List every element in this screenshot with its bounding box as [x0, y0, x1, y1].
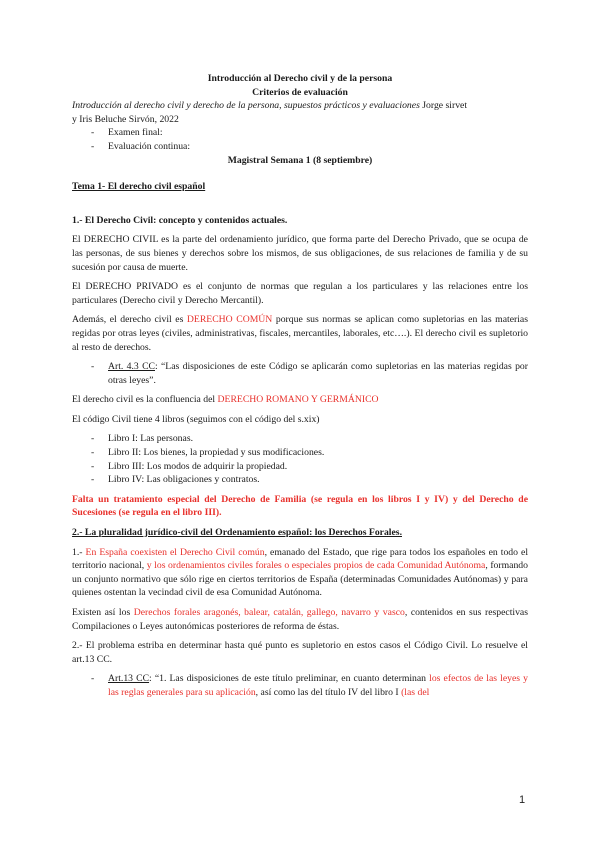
week-title: Magistral Semana 1 (8 septiembre)	[227, 154, 373, 166]
paragraph: El código Civil tiene 4 libros (seguimos con el código del s.xix)	[72, 413, 320, 425]
highlight-text: DERECHO COMÚN	[186, 314, 273, 326]
text-run: : “Las disposiciones de este Código se aplicarán como supletorias en las materias regidas por otras leyes”.	[108, 361, 528, 386]
list-item: - Examen final:	[72, 126, 528, 140]
highlight-text: (las del	[401, 686, 430, 698]
text-run: , emanado del Estado, que rige para todos los españoles en todo el territorio nacional,	[72, 546, 529, 572]
evaluation-list	[72, 126, 528, 153]
highlight-text: los efectos de las leyes y las reglas generales para su aplicación	[108, 673, 529, 698]
paragraph	[72, 546, 528, 600]
article-ref: Art. 4.3 CC	[108, 361, 155, 373]
highlight-text: Derechos forales aragonés, balear, catalán, gallego, navarro y vasco	[133, 607, 405, 618]
paragraph: El DERECHO CIVIL es la parte del ordenamiento jurídico, que forma parte del Derecho Privado, que se ocupa de las personas, de sus bienes y derechos sobre los mismos, de sus obligaciones, de sus relaciones de familia y de su sucesión por causa de muerte.	[72, 234, 528, 273]
page-content	[72, 72, 528, 706]
highlight-text: En España coexisten el Derecho Civil común	[85, 546, 265, 558]
list-item: - Libro I: Las personas.	[72, 432, 528, 446]
books-list	[72, 432, 528, 486]
document-title: Introducción al Derecho civil y de la persona	[207, 73, 393, 84]
page-number: 1	[519, 794, 526, 806]
text-run: , formando un conjunto normativo que sólo rige en ciertos territorios de España (determinadas Comunidades Autónomas) y para quienes ostentan la vecindad civil de esa Comunidad Autónoma.	[72, 560, 528, 599]
text-run: porque sus normas se aplican como supletorias en las materias regidas por otras leyes (civiles, administrativas, fiscales, mercantiles, laborales, etc….). El derecho civil es supletorio al resto de derechos.	[72, 314, 528, 353]
text-run: , contenidos en sus respectivas Compilaciones o Leyes autonómicas posteriores de reforma de éstas.	[72, 607, 529, 632]
reference-authors-line2: y Iris Beluche Sirvón, 2022	[72, 113, 179, 125]
list-item: - Libro III: Los modos de adquirir la propiedad.	[72, 460, 528, 474]
article-ref: Art.13 CC	[108, 673, 150, 685]
paragraph	[72, 393, 528, 407]
document-subtitle: Criterios de evaluación	[252, 86, 348, 98]
tema-title: Tema 1- El derecho civil español	[72, 181, 206, 193]
list-item: - Libro IV: Las obligaciones y contratos.	[72, 473, 528, 487]
paragraph	[72, 313, 528, 354]
text-run: , así como las del título IV del libro I	[255, 686, 402, 698]
text-run: El derecho civil es la confluencia del	[72, 394, 218, 406]
list-item: - Libro II: Los bienes, la propiedad y sus modificaciones.	[72, 446, 528, 460]
reference-authors: Jorge sirvet	[419, 100, 468, 112]
highlight-text: DERECHO ROMANO Y GERMÁNICO	[217, 394, 379, 406]
article-list	[72, 360, 528, 387]
text-run: : “1. Las disposiciones de este título preliminar, en cuanto determinan	[149, 673, 430, 685]
reference-citation	[72, 99, 528, 126]
text-run: Además, el derecho civil es	[72, 314, 187, 326]
reference-book: Introducción al derecho civil y derecho de la persona, supuestos prácticos y evaluaciones	[72, 100, 420, 112]
text-run: 1.-	[72, 546, 86, 558]
text-run: Existen así los	[72, 607, 134, 618]
section1-title: 1.- El Derecho Civil: concepto y contenidos actuales.	[72, 214, 288, 226]
paragraph: 2.- El problema estriba en determinar hasta qué punto es supletorio en estos casos el Código Civil. Lo resuelve el art.13 CC.	[72, 640, 528, 665]
section2-title: 2.- La pluralidad jurídico-civil del Ordenamiento español: los Derechos Forales.	[72, 527, 402, 539]
paragraph: El DERECHO PRIVADO es el conjunto de normas que regulan a los particulares y las relaciones entre los particulares (Derecho civil y Derecho Mercantil).	[72, 281, 528, 306]
paragraph	[72, 606, 528, 633]
article-list	[72, 672, 528, 699]
highlight-text: y los ordenamientos civiles forales o especiales propios de cada Comunidad Autónoma	[146, 560, 486, 572]
list-item	[72, 360, 528, 387]
list-item: - Evaluación continua:	[72, 140, 528, 154]
list-item	[72, 672, 528, 699]
note-text: Falta un tratamiento especial del Derecho de Familia (se regula en los libros I y IV) y del Derecho de Sucesiones (se regula en el libro III).	[72, 493, 528, 519]
